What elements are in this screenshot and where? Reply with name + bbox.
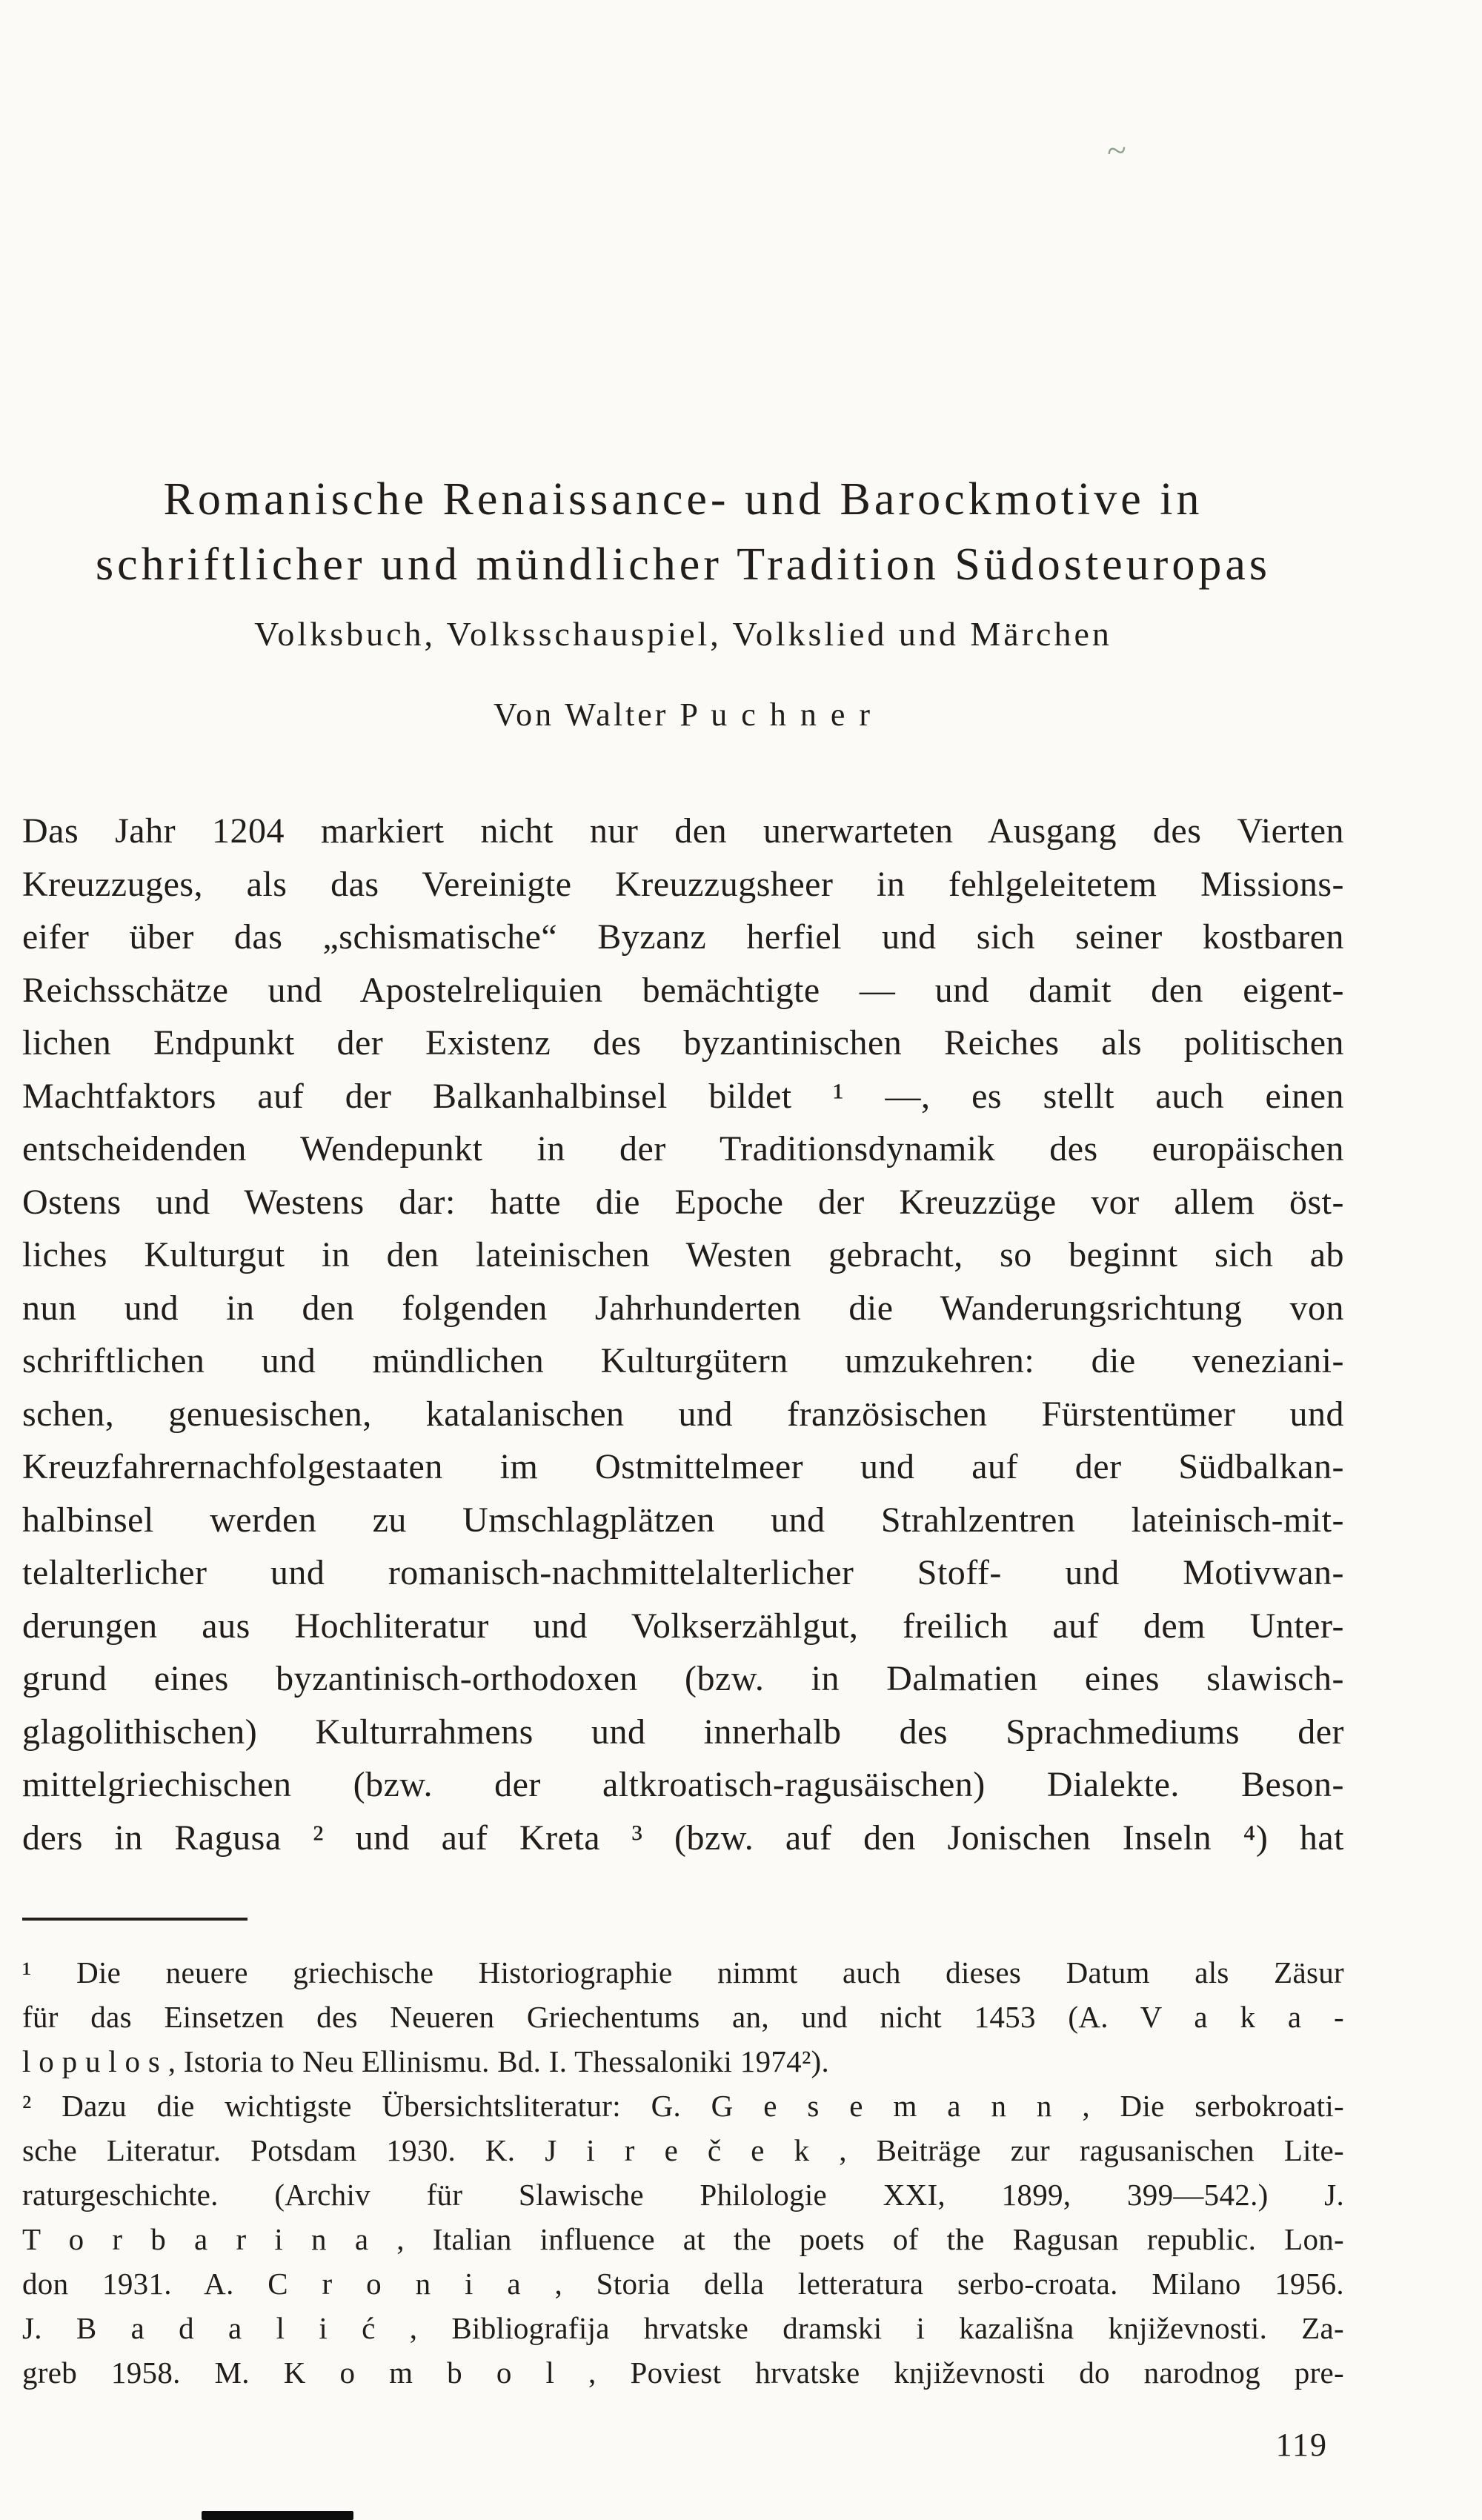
body-text-line: Das Jahr 1204 markiert nicht nur den unerwarteten Ausgang des Vierten	[22, 811, 1344, 851]
body-text-line: nun und in den folgenden Jahrhunderten die Wanderungsrichtung von	[22, 1288, 1344, 1328]
page-content	[22, 0, 1344, 2463]
footnotes-section	[22, 1950, 1344, 2395]
body-text-line: derungen aus Hochliteratur und Volkserzählgut, freilich auf dem Unter-	[22, 1606, 1344, 1646]
body-text-line: schen, genuesischen, katalanischen und französischen Fürstentümer und	[22, 1394, 1344, 1434]
body-text-line: mittelgriechischen (bzw. der altkroatisch-ragusäischen) Dialekte. Beson-	[22, 1765, 1344, 1804]
body-text-line: schriftlichen und mündlichen Kulturgütern umzukehren: die veneziani-	[22, 1341, 1344, 1380]
body-text-line: glagolithischen) Kulturrahmens und innerhalb des Sprachmediums der	[22, 1712, 1344, 1752]
body-text-line: Kreuzzuges, als das Vereinigte Kreuzzugsheer in fehlgeleitetem Missions-	[22, 864, 1344, 904]
article-title-line1: Romanische Renaissance- und Barockmotive in	[163, 474, 1203, 525]
body-text-line: eifer über das „schismatische“ Byzanz herfiel und sich seiner kostbaren	[22, 917, 1344, 957]
article-title-line2: schriftlicher und mündlicher Tradition Südosteuropas	[96, 539, 1271, 590]
body-text-line: telalterlicher und romanisch-nachmittelalterlicher Stoff- und Motivwan-	[22, 1553, 1344, 1592]
footnote-separator-rule	[22, 1918, 247, 1921]
scan-artifact-mark: ~	[1106, 130, 1128, 171]
footnote-1	[22, 1950, 1344, 2084]
body-text-line: grund eines byzantinisch-orthodoxen (bzw. in Dalmatien eines slawisch-	[22, 1659, 1344, 1698]
footnote-line: don 1931. A. C r o n i a , Storia della letteratura serbo-croata. Milano 1956.	[22, 2267, 1344, 2301]
body-text-line: liches Kulturgut in den lateinischen Westen gebracht, so beginnt sich ab	[22, 1235, 1344, 1274]
footnote-line: ² Dazu die wichtigste Übersichtsliteratur: G. G e s e m a n n , Die serbokroati-	[22, 2089, 1344, 2123]
footnote-line: für das Einsetzen des Neueren Griechentums an, und nicht 1453 (A. V a k a -	[22, 2000, 1344, 2034]
footnote-line: l o p u l o s , Istoria to Neu Ellinismu. Bd. I. Thessaloniki 1974²).	[22, 2044, 830, 2078]
footnote-line: greb 1958. M. K o m b o l , Poviest hrvatske književnosti do narodnog pre-	[22, 2356, 1344, 2390]
footnote-line: raturgeschichte. (Archiv für Slawische Philologie XXI, 1899, 399—542.) J.	[22, 2178, 1344, 2212]
body-text-line: Machtfaktors auf der Balkanhalbinsel bildet ¹ —, es stellt auch einen	[22, 1076, 1344, 1116]
footnote-line: J. B a d a l i ć , Bibliografija hrvatske dramski i kazališna književnosti. Za-	[22, 2311, 1344, 2345]
footnote-line: ¹ Die neuere griechische Historiographie nimmt auch dieses Datum als Zäsur	[22, 1955, 1344, 1989]
body-text-line: halbinsel werden zu Umschlagplätzen und Strahlzentren lateinisch-mit-	[22, 1500, 1344, 1540]
body-text-line: entscheidenden Wendepunkt in der Traditionsdynamik des europäischen	[22, 1129, 1344, 1168]
footnote-line: T o r b a r i n a , Italian influence at the poets of the Ragusan republic. Lon-	[22, 2222, 1344, 2256]
body-text-line: Kreuzfahrernachfolgestaaten im Ostmittelmeer und auf der Südbalkan-	[22, 1447, 1344, 1486]
scan-artifact-bar	[202, 2511, 353, 2520]
article-title	[22, 467, 1344, 597]
body-text-line: Reichsschätze und Apostelreliquien bemächtigte — und damit den eigent-	[22, 970, 1344, 1010]
body-text-line: lichen Endpunkt der Existenz des byzantinischen Reiches als politischen	[22, 1023, 1344, 1063]
body-text-line: ders in Ragusa ² und auf Kreta ³ (bzw. auf den Jonischen Inseln ⁴) hat	[22, 1818, 1344, 1858]
page-number: 119	[1275, 2427, 1328, 2463]
body-text-line: Ostens und Westens dar: hatte die Epoche der Kreuzzüge vor allem öst-	[22, 1182, 1344, 1222]
footnote-2	[22, 2084, 1344, 2395]
article-byline: Von Walter P u c h n e r	[493, 697, 874, 733]
footnote-line: sche Literatur. Potsdam 1930. K. J i r e č e k , Beiträge zur ragusanischen Lite-	[22, 2133, 1344, 2167]
body-paragraph	[22, 805, 1344, 1864]
article-subtitle: Volksbuch, Volksschauspiel, Volkslied und Märchen	[254, 615, 1112, 653]
